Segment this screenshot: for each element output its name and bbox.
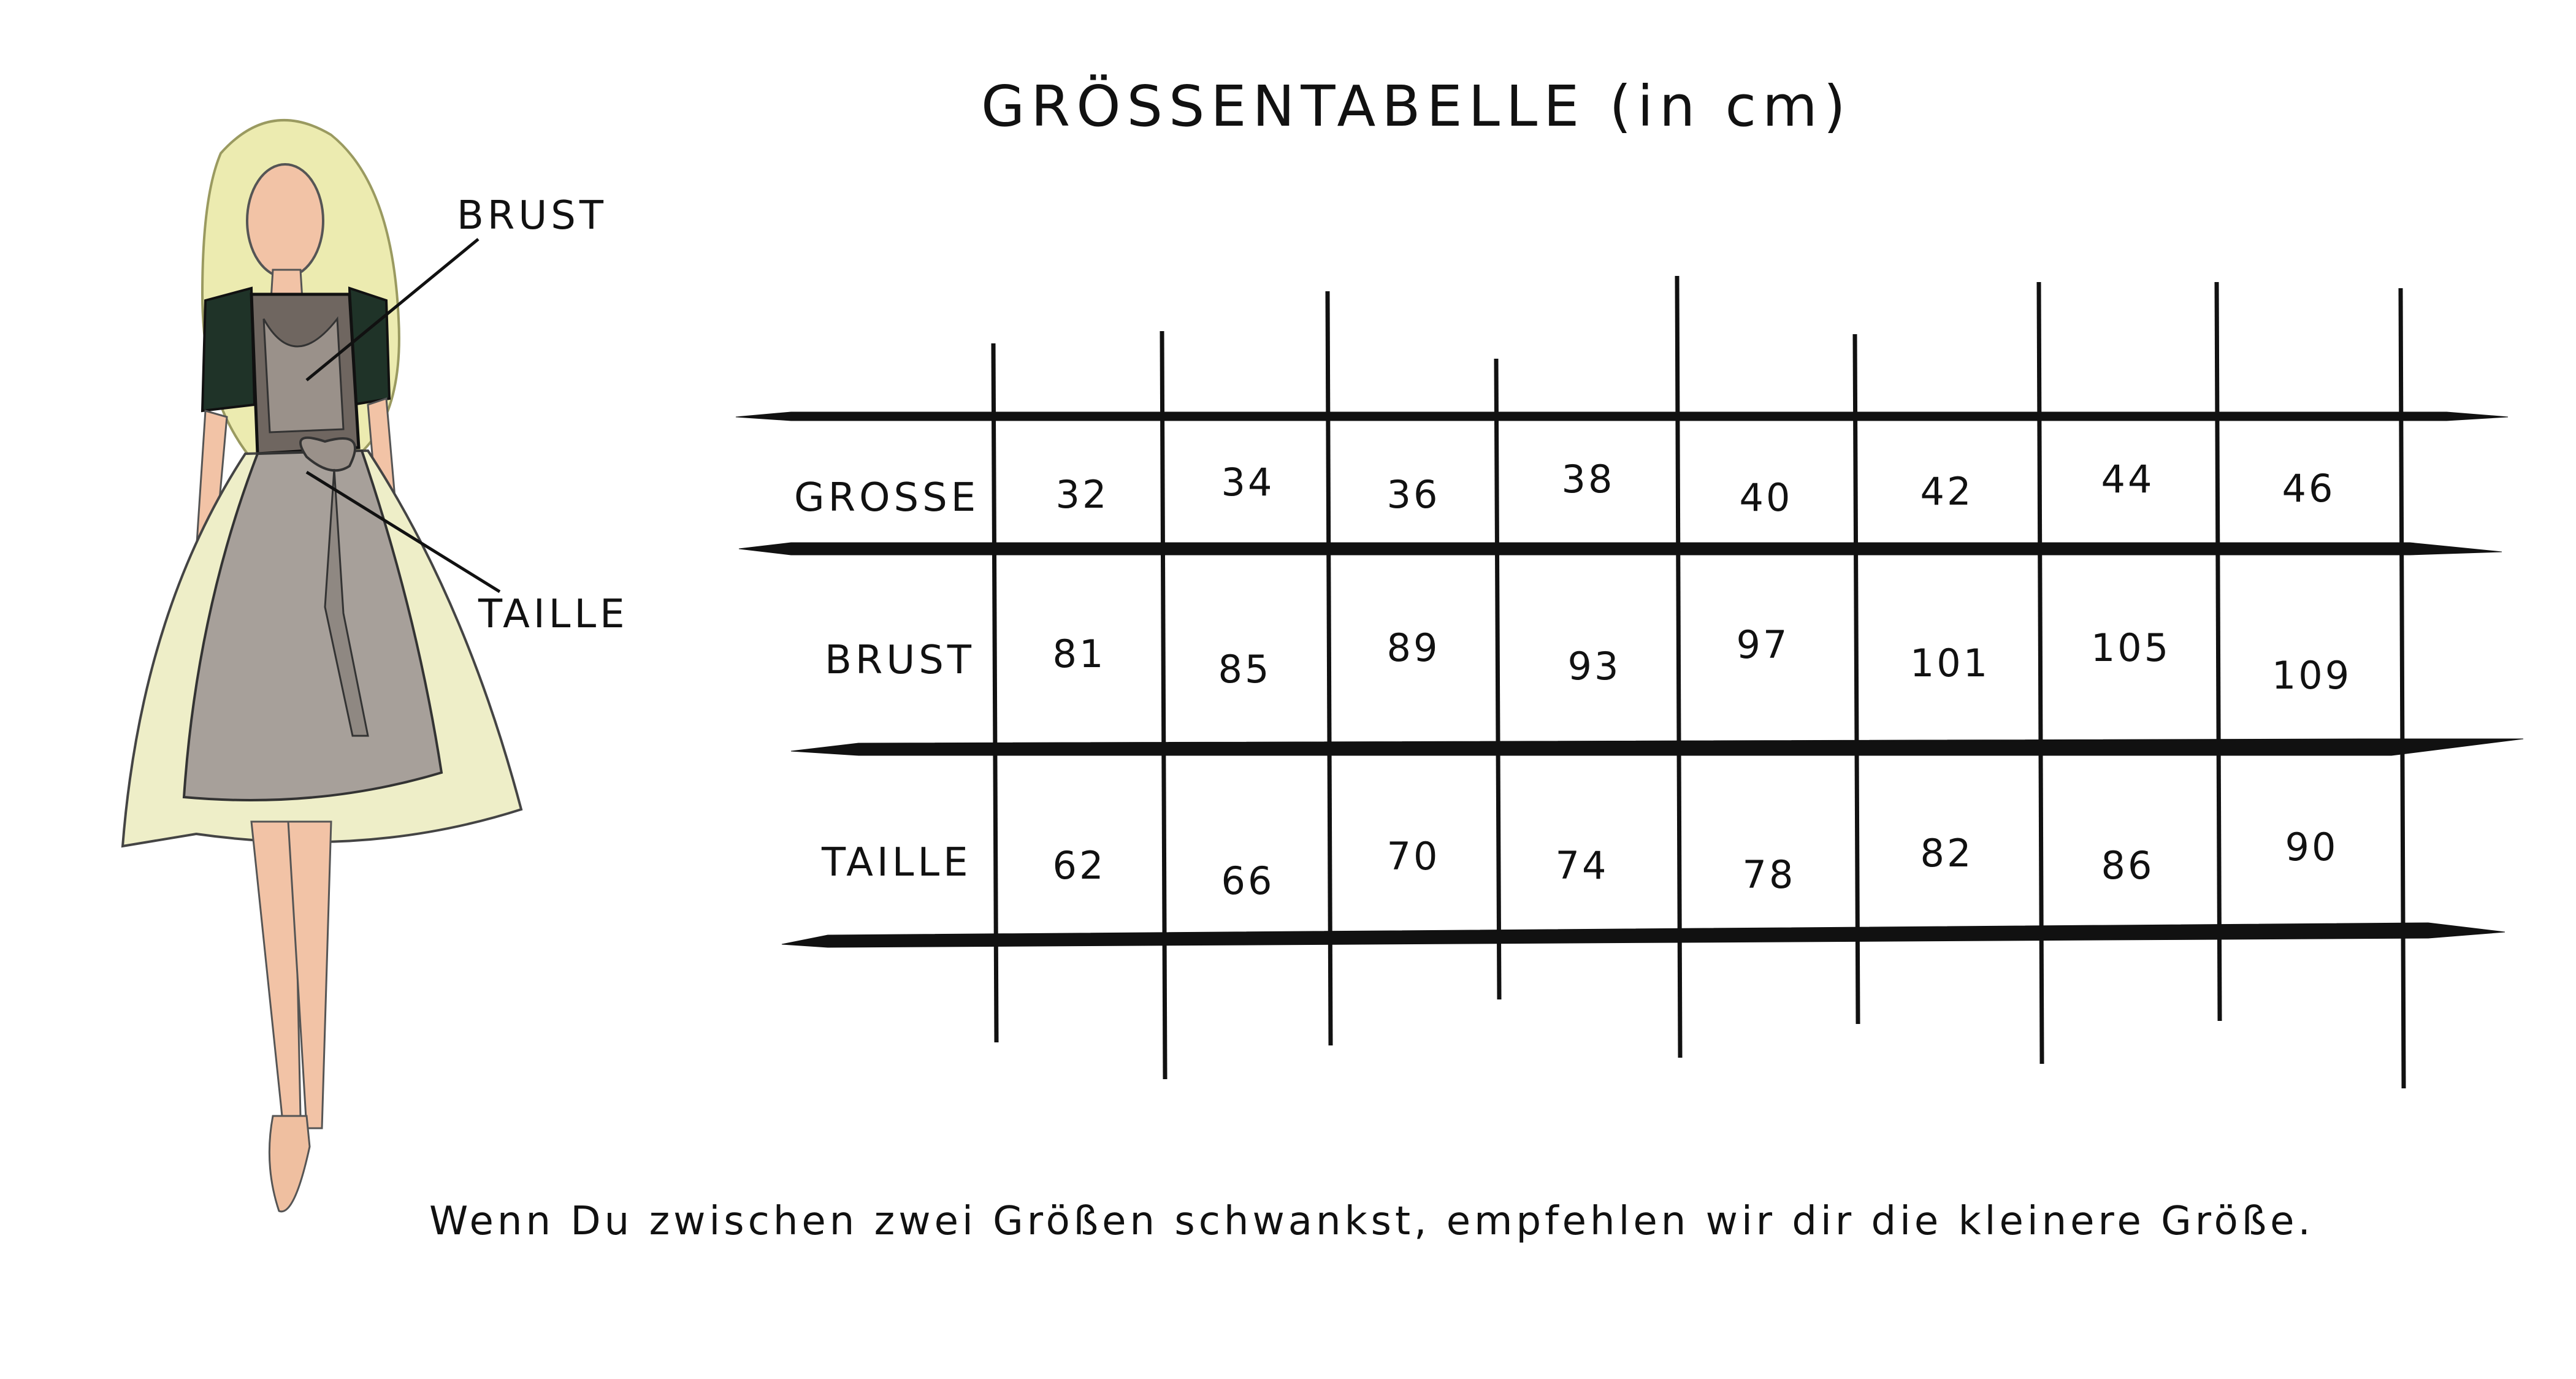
size-advice-note: Wenn Du zwischen zwei Größen schwankst, empfehlen wir dir die kleinere Größe. xyxy=(429,1199,2314,1244)
table-cell: 62 xyxy=(1052,843,1106,888)
table-cell: 86 xyxy=(2101,843,2155,888)
grid-hline xyxy=(736,412,2508,421)
grid-vline xyxy=(1496,359,1499,999)
table-cell: 105 xyxy=(2090,625,2171,670)
grid-vline xyxy=(2401,288,2404,1088)
table-cell: 89 xyxy=(1386,625,1440,670)
table-cell: 78 xyxy=(1742,852,1796,897)
grid-hline xyxy=(739,543,2502,555)
table-cell: 82 xyxy=(1920,831,1974,876)
table-cell: 85 xyxy=(1218,647,1272,692)
table-cell: 44 xyxy=(2101,457,2155,502)
row-label-brust: BRUST xyxy=(825,638,975,683)
table-cell: 90 xyxy=(2285,825,2339,869)
table-cell: 74 xyxy=(1555,843,1609,888)
table-cell: 42 xyxy=(1920,469,1974,514)
row-label-grosse: GROSSE xyxy=(794,475,980,521)
table-cell: 40 xyxy=(1739,475,1793,520)
figure-label-brust: BRUST xyxy=(457,193,607,239)
grid-vline xyxy=(1855,334,1858,1024)
grid-vline xyxy=(2217,282,2220,1021)
table-cell: 32 xyxy=(1055,472,1109,517)
face xyxy=(247,164,323,277)
grid-vline xyxy=(1162,331,1165,1079)
table-cell: 38 xyxy=(1561,457,1615,502)
grid-hline xyxy=(782,923,2505,947)
grid-vline xyxy=(2039,282,2042,1064)
left-sleeve xyxy=(202,288,254,411)
table-cell: 101 xyxy=(1909,641,1990,686)
table-cell: 46 xyxy=(2282,466,2336,511)
dirndl-figure xyxy=(123,120,521,1212)
table-cell: 36 xyxy=(1386,472,1440,517)
table-cell: 93 xyxy=(1567,644,1621,689)
grid-hline xyxy=(791,739,2523,755)
figure-label-taille: TAILLE xyxy=(478,592,629,637)
row-label-taille: TAILLE xyxy=(822,840,972,885)
table-cell: 70 xyxy=(1386,834,1440,879)
table-cell: 97 xyxy=(1736,622,1790,667)
table-cell: 81 xyxy=(1052,632,1106,676)
table-cell: 109 xyxy=(2271,653,2352,698)
page-title: GRÖSSENTABELLE (in cm) xyxy=(981,74,1852,139)
table-cell: 34 xyxy=(1221,460,1275,505)
table-cell: 66 xyxy=(1221,858,1275,903)
